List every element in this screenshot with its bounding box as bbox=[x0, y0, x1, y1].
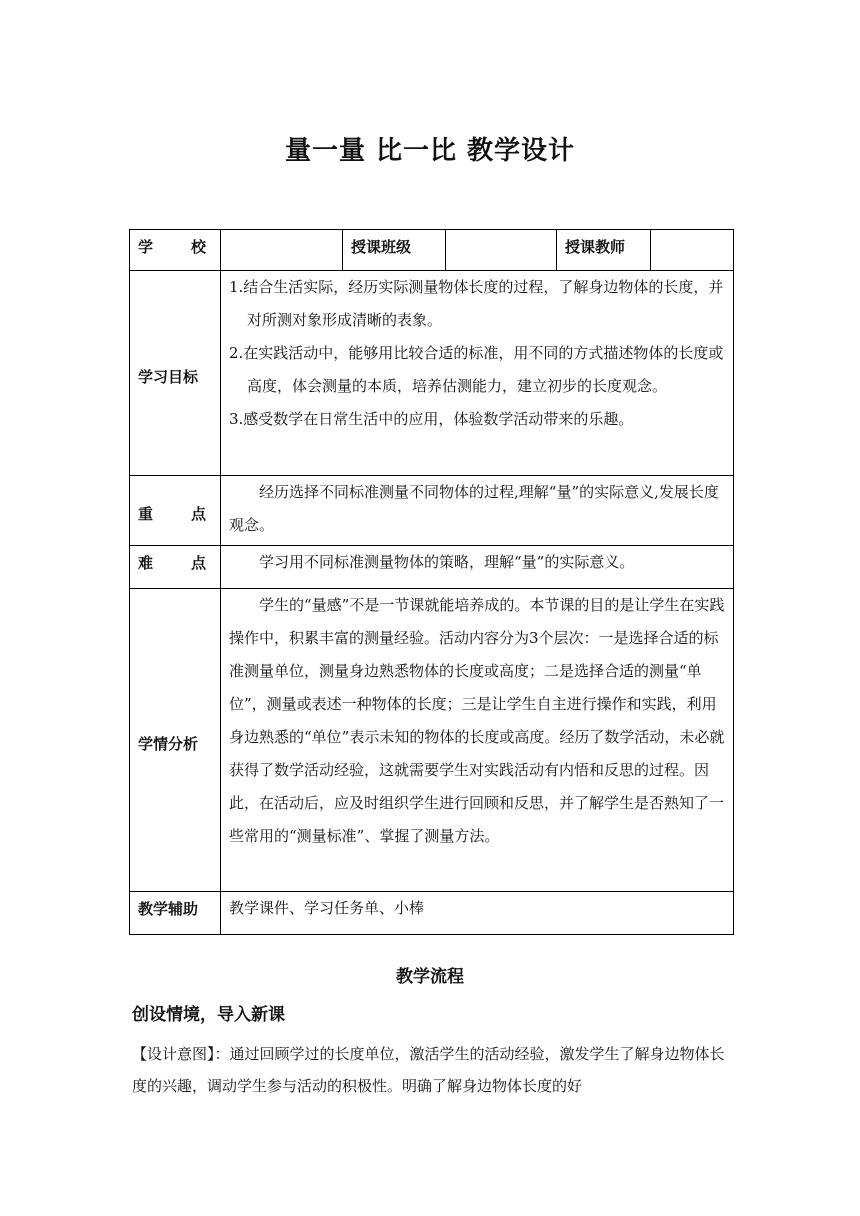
page-title: 量一量 比一比 教学设计 bbox=[284, 136, 576, 166]
school-value bbox=[221, 230, 343, 270]
section-heading: 创设情境，导入新课 bbox=[132, 1005, 285, 1025]
aids-label: 教学辅助 bbox=[130, 892, 221, 934]
key-points-label-a: 重 bbox=[138, 505, 154, 523]
table-row-aids bbox=[130, 891, 733, 934]
teacher-value bbox=[651, 230, 733, 270]
difficulties-label bbox=[130, 546, 221, 588]
class-label: 授课班级 bbox=[343, 230, 446, 270]
table-row-header bbox=[130, 230, 733, 270]
table-row-key-points bbox=[130, 475, 733, 545]
difficulties-text: 学习用不同标准测量物体的策略，理解“量”的实际意义。 bbox=[259, 553, 635, 571]
objective-item: 1.结合生活实际，经历实际测量物体长度的过程，了解身边物体的长度，并对所测对象形成清晰的表象。 bbox=[229, 278, 724, 329]
school-label-b: 校 bbox=[190, 238, 206, 256]
table-row-analysis bbox=[130, 588, 733, 891]
class-value bbox=[446, 230, 557, 270]
school-label bbox=[130, 230, 221, 270]
objective-item: 2.在实践活动中，能够用比较合适的标准，用不同的方式描述物体的长度或高度，体会测量的本质，培养估测能力，建立初步的长度观念。 bbox=[229, 344, 724, 395]
aids-text: 教学课件、学习任务单、小棒 bbox=[229, 899, 425, 917]
table-row-objectives bbox=[130, 270, 733, 475]
lesson-table bbox=[129, 229, 734, 935]
difficulties-label-a: 难 bbox=[138, 554, 154, 572]
key-points-label-b: 点 bbox=[190, 505, 206, 523]
difficulties-label-b: 点 bbox=[190, 554, 206, 572]
design-intent-paragraph: 【设计意图】：通过回顾学过的长度单位，激活学生的活动经验，激发学生了解身边物体长度的兴趣，调动学生参与活动的积极性。明确了解身边物体长度的好 bbox=[132, 1045, 725, 1095]
objective-item: 3.感受数学在日常生活中的应用，体验数学活动带来的乐趣。 bbox=[229, 410, 634, 428]
objectives-content bbox=[221, 271, 733, 475]
analysis-label: 学情分析 bbox=[130, 589, 221, 891]
process-heading: 教学流程 bbox=[396, 967, 464, 987]
key-points-text: 经历选择不同标准测量不同物体的过程,理解“量”的实际意义,发展长度观念。 bbox=[229, 483, 719, 534]
teacher-label: 授课教师 bbox=[557, 230, 651, 270]
key-points-label bbox=[130, 476, 221, 545]
table-row-difficulties bbox=[130, 545, 733, 588]
analysis-text: 学生的“量感”不是一节课就能培养成的。本节课的目的是让学生在实践操作中，积累丰富的测量经验。活动内容分为3个层次：一是选择合适的标准测量单位，测量身边熟悉物体的长度或高度；二是选择合适的测量“单位”，测量或表述一种物体的长度；三是让学生自主进行操作和实践，利用身边熟悉的“单位”表示未知的物体的长度或高度。经历了数学活动，未必就获得了数学活动经验，这就需要学生对实践活动有内悟和反思的过程。因此，在活动后，应及时组织学生进行回顾和反思，并了解学生是否熟知了一些常用的“测量标准”、掌握了测量方法。 bbox=[229, 596, 725, 845]
objectives-label: 学习目标 bbox=[130, 271, 221, 475]
school-label-a: 学 bbox=[138, 238, 154, 256]
